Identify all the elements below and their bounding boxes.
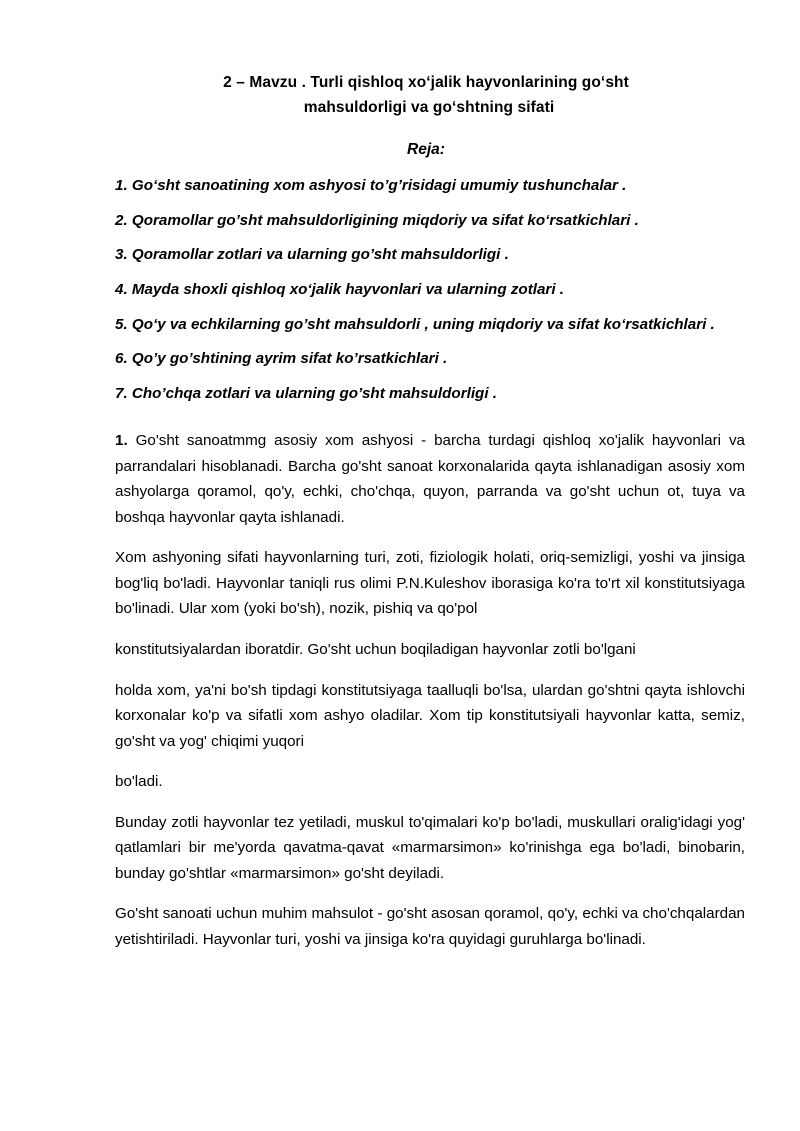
document-title-line-1: 2 – Mavzu . Turli qishloq xo‘jalik hayvonlarining go‘sht (223, 74, 629, 91)
plan-heading: Reja: (407, 141, 445, 159)
plan-item-2: 2. Qoramollar go’sht mahsuldorligining miqdoriy va sifat ko‘rsatkichlari . (115, 211, 639, 229)
plan-item-3: 3. Qoramollar zotlari va ularning go’sht mahsuldorligi . (115, 246, 509, 264)
paragraph-1 (115, 428, 745, 530)
plan-item-1: 1. Go‘sht sanoatining xom ashyosi to’g’risidagi umumiy tushunchalar . (115, 177, 627, 195)
body-text (115, 428, 745, 952)
paragraph-3: konstitutsiyalardan iboratdir. Go'sht uchun boqiladigan hayvonlar zotli bo'lgani (115, 640, 636, 658)
paragraph-4: holda xom, ya'ni bo'sh tipdagi konstitutsiyaga taalluqli bo'lsa, ulardan go'shtni qayta ishlovchi korxonalar ko'p va sifatli xom ashyo oladilar. Xom tip konstitutsiyali hayvonlar katta, semiz, go'sht va yog' chiqimi yuqori (115, 681, 745, 750)
plan-item-7: 7. Cho’chqa zotlari va ularning go’sht mahsuldorligi . (115, 384, 497, 402)
paragraph-1-text: Go'sht sanoatmmg asosiy xom ashyosi - barcha turdagi qishloq xo'jalik hayvonlari va parrandalari hisoblanadi. Barcha go'sht sanoat korxonalarida qayta ishlanadigan asosiy xom ashyolarga qoramol, qo'y, echki, cho'chqa, quyon, parranda va go'sht uchun ot, tuya va boshqa hayvonlar qayta ishlanadi. (115, 432, 745, 526)
document-title (115, 70, 745, 120)
document-title-line-2: mahsuldorligi va go‘shtning sifati (303, 99, 555, 117)
plan-list (115, 175, 745, 404)
paragraph-1-marker: 1. (115, 432, 128, 450)
plan-item-5: 5. Qo‘y va echkilarning go’sht mahsuldorli , uning miqdoriy va sifat ko‘rsatkichlari . (115, 315, 715, 333)
plan-item-4: 4. Mayda shoxli qishloq xo‘jalik hayvonlari va ularning zotlari . (115, 280, 564, 298)
plan-item-6: 6. Qo’y go’shtining ayrim sifat ko’rsatkichlari . (115, 350, 448, 368)
paragraph-7: Go'sht sanoati uchun muhim mahsulot - go'sht asosan qoramol, qo'y, echki va cho'chqalardan yetishtiriladi. Hayvonlar turi, yoshi va jinsiga ko'ra quyidagi guruhlarga bo'linadi. (115, 905, 745, 948)
paragraph-6: Bunday zotli hayvonlar tez yetiladi, muskul to'qimalari ko'p bo'ladi, muskullari oralig'idagi yog' qatlamlari bir me'yorda qavatma-qavat «marmarsimon» ko'rinishga ega bo'ladi, binobarin, bunday go'shtlar «marmarsimon» go'sht deyiladi. (115, 813, 745, 882)
paragraph-2: Xom ashyoning sifati hayvonlarning turi, zoti, fiziologik holati, oriq-semizligi, yoshi va jinsiga bog'liq bo'ladi. Hayvonlar taniqli rus olimi P.N.Kuleshov iborasiga ko'ra to'rt xil konstitutsiyaga bo'linadi. Ular xom (yoki bo'sh), nozik, pishiq va qo'pol (115, 549, 745, 618)
paragraph-5: bo'ladi. (115, 773, 163, 791)
